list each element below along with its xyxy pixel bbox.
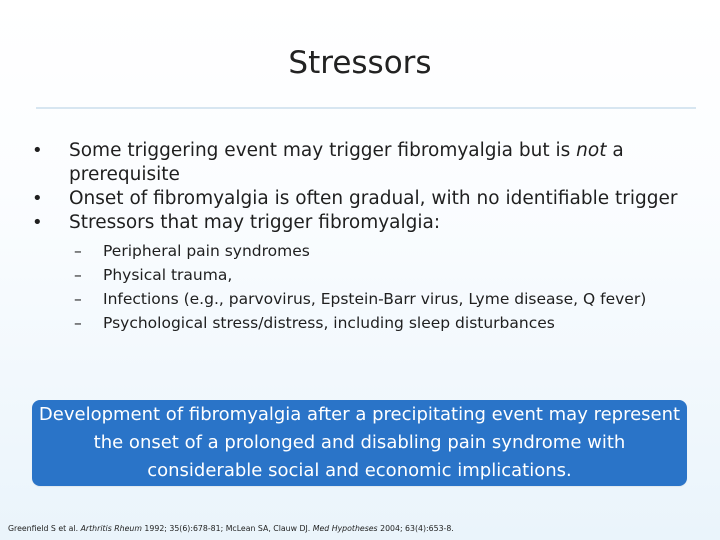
- citation-journal-first: Arthritis Rheum: [80, 524, 142, 533]
- citation-authors-first: Greenfield S et al.: [8, 524, 81, 533]
- citation-details-first: 1992; 35(6):678-81; McLean SA, Clauw DJ.: [141, 524, 313, 533]
- bullet-item-onset: [32, 187, 692, 211]
- bullet-text: Onset of fibromyalgia is often gradual, with no identifiable trigger: [69, 188, 678, 209]
- subitem-infections: [69, 287, 692, 311]
- bullet-text-after-emphasis: a prerequisite: [69, 140, 624, 185]
- subitem-text: Physical trauma,: [103, 266, 233, 284]
- citation-details-second: 2004; 63(4):653-8.: [377, 524, 454, 533]
- bullet-emphasis: not: [576, 140, 607, 161]
- bullet-item-stressors: [32, 211, 692, 335]
- bullet-text-before-emphasis: Some triggering event may trigger fibromyalgia but is: [69, 140, 577, 161]
- key-message-callout: [32, 400, 687, 486]
- subitem-physical-trauma: [69, 263, 692, 287]
- dash-marker: –: [74, 290, 82, 308]
- dash-marker: –: [74, 266, 82, 284]
- bullet-marker: •: [32, 140, 43, 161]
- callout-text: Development of fibromyalgia after a precipitating event may represent the onset of a prolonged and disabling pain syndrome with considerable social and economic implications.: [38, 404, 681, 481]
- stressor-subitem-list: [69, 239, 692, 335]
- dash-marker: –: [74, 314, 82, 332]
- dash-marker: –: [74, 242, 82, 260]
- subitem-text: Infections (e.g., parvovirus, Epstein-Barr virus, Lyme disease, Q fever): [103, 290, 647, 308]
- main-bullet-list: [32, 139, 692, 335]
- bullet-item-prerequisite: [32, 139, 692, 187]
- subitem-peripheral-pain: [69, 239, 692, 263]
- bullet-marker: •: [32, 188, 43, 209]
- subitem-psychological-stress: [69, 311, 692, 335]
- reference-citation: [8, 523, 712, 535]
- title-divider: [36, 107, 696, 109]
- citation-journal-second: Med Hypotheses: [312, 524, 378, 533]
- bullet-text: Stressors that may trigger fibromyalgia:: [69, 212, 441, 233]
- slide-title: Stressors: [288, 45, 432, 81]
- bullet-marker: •: [32, 212, 43, 233]
- subitem-text: Peripheral pain syndromes: [103, 242, 310, 260]
- subitem-text: Psychological stress/distress, including sleep disturbances: [103, 314, 555, 332]
